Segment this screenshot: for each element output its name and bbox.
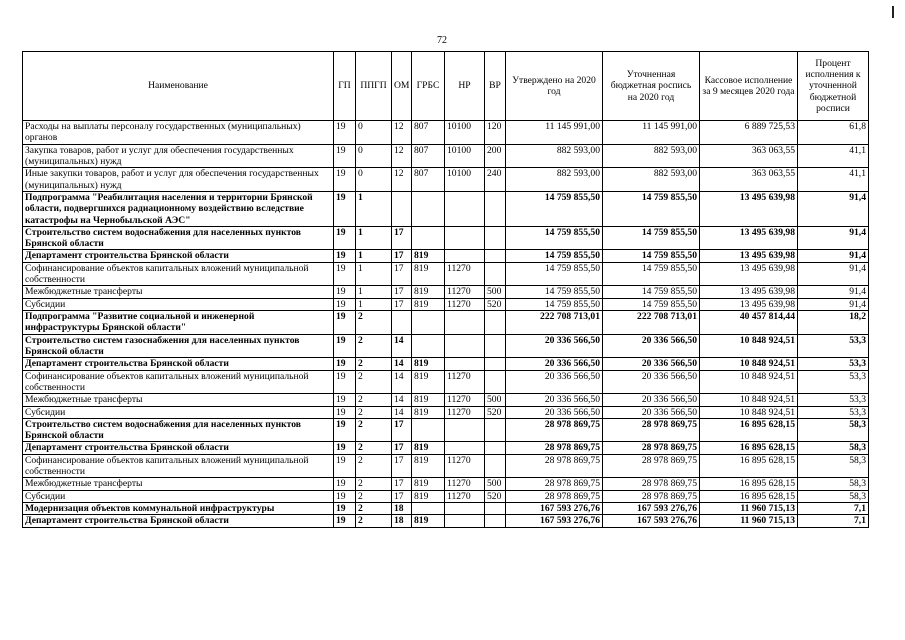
cell-approved: 882 593,00 xyxy=(506,168,603,192)
cell-vr xyxy=(485,358,506,370)
cell-ppgp: 0 xyxy=(356,144,392,168)
header-percent: Процент исполнения к уточненной бюджетной росписи xyxy=(798,52,869,121)
cell-nr: 10100 xyxy=(445,121,485,145)
cell-nr: 11270 xyxy=(445,454,485,478)
cell-name: Департамент строительства Брянской области xyxy=(23,358,334,370)
cell-revised: 20 336 566,50 xyxy=(603,370,700,394)
cell-name: Межбюджетные трансферты xyxy=(23,286,334,298)
cell-percent: 58,3 xyxy=(798,442,869,454)
cell-revised: 28 978 869,75 xyxy=(603,442,700,454)
cell-om: 12 xyxy=(392,144,412,168)
cell-grbs: 819 xyxy=(412,370,445,394)
cell-om xyxy=(392,311,412,335)
cell-nr: 10100 xyxy=(445,144,485,168)
page-number: 72 xyxy=(437,35,447,46)
header-name: Наименование xyxy=(23,52,334,121)
cell-name: Межбюджетные трансферты xyxy=(23,394,334,406)
cell-name: Закупка товаров, работ и услуг для обеспечения государственных (муниципальных) нужд xyxy=(23,144,334,168)
cell-gp: 19 xyxy=(334,334,356,358)
cell-approved: 20 336 566,50 xyxy=(506,394,603,406)
cell-gp: 19 xyxy=(334,226,356,250)
cell-vr xyxy=(485,262,506,286)
cell-nr xyxy=(445,503,485,515)
cell-gp: 19 xyxy=(334,168,356,192)
cell-cash: 363 063,55 xyxy=(700,144,798,168)
cell-gp: 19 xyxy=(334,191,356,226)
cell-grbs: 819 xyxy=(412,515,445,527)
cell-gp: 19 xyxy=(334,370,356,394)
table-row xyxy=(23,250,869,262)
table-row xyxy=(23,370,869,394)
cell-ppgp: 1 xyxy=(356,286,392,298)
cell-grbs xyxy=(412,191,445,226)
cell-approved: 14 759 855,50 xyxy=(506,298,603,310)
cell-grbs: 819 xyxy=(412,406,445,418)
cell-revised: 20 336 566,50 xyxy=(603,334,700,358)
cell-name: Строительство систем водоснабжения для населенных пунктов Брянской области xyxy=(23,418,334,442)
cell-percent: 18,2 xyxy=(798,311,869,335)
header-nr: НР xyxy=(445,52,485,121)
cell-cash: 13 495 639,98 xyxy=(700,191,798,226)
cell-gp: 19 xyxy=(334,406,356,418)
header-grbs: ГРБС xyxy=(412,52,445,121)
cell-nr: 11270 xyxy=(445,406,485,418)
cell-percent: 91,4 xyxy=(798,226,869,250)
cell-cash: 10 848 924,51 xyxy=(700,370,798,394)
cell-om: 17 xyxy=(392,490,412,502)
cell-grbs xyxy=(412,311,445,335)
cell-om xyxy=(392,191,412,226)
cell-revised: 14 759 855,50 xyxy=(603,286,700,298)
cell-grbs: 819 xyxy=(412,262,445,286)
cell-cash: 16 895 628,15 xyxy=(700,490,798,502)
cell-revised: 20 336 566,50 xyxy=(603,406,700,418)
cell-vr xyxy=(485,334,506,358)
cell-revised: 882 593,00 xyxy=(603,144,700,168)
cell-vr xyxy=(485,311,506,335)
cell-grbs: 819 xyxy=(412,298,445,310)
cell-approved: 20 336 566,50 xyxy=(506,334,603,358)
cell-ppgp: 2 xyxy=(356,503,392,515)
cell-nr: 11270 xyxy=(445,478,485,490)
cell-om: 17 xyxy=(392,262,412,286)
cell-percent: 41,1 xyxy=(798,168,869,192)
cell-ppgp: 1 xyxy=(356,262,392,286)
cell-cash: 13 495 639,98 xyxy=(700,262,798,286)
cell-percent: 7,1 xyxy=(798,503,869,515)
cell-vr: 520 xyxy=(485,490,506,502)
cell-approved: 28 978 869,75 xyxy=(506,442,603,454)
cell-cash: 13 495 639,98 xyxy=(700,286,798,298)
cell-name: Департамент строительства Брянской области xyxy=(23,442,334,454)
cell-gp: 19 xyxy=(334,311,356,335)
cell-cash: 40 457 814,44 xyxy=(700,311,798,335)
cell-gp: 19 xyxy=(334,418,356,442)
cell-grbs: 807 xyxy=(412,121,445,145)
cell-grbs xyxy=(412,418,445,442)
cell-name: Субсидии xyxy=(23,406,334,418)
table-row xyxy=(23,358,869,370)
cell-revised: 14 759 855,50 xyxy=(603,298,700,310)
cell-gp: 19 xyxy=(334,144,356,168)
cell-revised: 167 593 276,76 xyxy=(603,515,700,527)
table-row xyxy=(23,286,869,298)
cell-om: 17 xyxy=(392,478,412,490)
budget-execution-table xyxy=(22,51,869,528)
cell-vr xyxy=(485,250,506,262)
cell-ppgp: 2 xyxy=(356,515,392,527)
cell-cash: 10 848 924,51 xyxy=(700,406,798,418)
cell-percent: 58,3 xyxy=(798,418,869,442)
cell-grbs: 819 xyxy=(412,394,445,406)
cell-grbs xyxy=(412,334,445,358)
cell-name: Иные закупки товаров, работ и услуг для обеспечения государственных (муниципальных) нужд xyxy=(23,168,334,192)
cell-om: 18 xyxy=(392,515,412,527)
cell-ppgp: 1 xyxy=(356,191,392,226)
cell-name: Подпрограмма "Реабилитация населения и территории Брянской области, подвергшихся радиационному воздействию вследствие катастрофы на Чернобыльской АЭС" xyxy=(23,191,334,226)
cell-om: 18 xyxy=(392,503,412,515)
cell-nr xyxy=(445,226,485,250)
cell-vr xyxy=(485,191,506,226)
cell-nr xyxy=(445,334,485,358)
cell-om: 17 xyxy=(392,298,412,310)
cell-name: Субсидии xyxy=(23,298,334,310)
cell-revised: 14 759 855,50 xyxy=(603,191,700,226)
cell-approved: 14 759 855,50 xyxy=(506,226,603,250)
cell-om: 14 xyxy=(392,370,412,394)
cell-gp: 19 xyxy=(334,478,356,490)
cell-approved: 28 978 869,75 xyxy=(506,418,603,442)
cell-vr xyxy=(485,442,506,454)
cell-gp: 19 xyxy=(334,286,356,298)
cell-om: 17 xyxy=(392,226,412,250)
cell-vr: 500 xyxy=(485,478,506,490)
cell-om: 12 xyxy=(392,121,412,145)
cell-cash: 10 848 924,51 xyxy=(700,334,798,358)
cell-name: Строительство систем газоснабжения для населенных пунктов Брянской области xyxy=(23,334,334,358)
table-row xyxy=(23,418,869,442)
cell-cash: 13 495 639,98 xyxy=(700,226,798,250)
cell-approved: 14 759 855,50 xyxy=(506,191,603,226)
header-gp: ГП xyxy=(334,52,356,121)
cell-nr xyxy=(445,250,485,262)
cell-grbs: 819 xyxy=(412,478,445,490)
cell-percent: 91,4 xyxy=(798,298,869,310)
cell-percent: 53,3 xyxy=(798,406,869,418)
cell-revised: 14 759 855,50 xyxy=(603,250,700,262)
cell-gp: 19 xyxy=(334,503,356,515)
cell-cash: 10 848 924,51 xyxy=(700,358,798,370)
table-row xyxy=(23,298,869,310)
cell-gp: 19 xyxy=(334,298,356,310)
cell-om: 14 xyxy=(392,394,412,406)
table-row xyxy=(23,262,869,286)
header-ppgp: ППГП xyxy=(356,52,392,121)
cell-nr xyxy=(445,442,485,454)
cell-approved: 28 978 869,75 xyxy=(506,490,603,502)
cell-vr xyxy=(485,418,506,442)
cell-grbs: 819 xyxy=(412,286,445,298)
cell-om: 17 xyxy=(392,250,412,262)
cell-cash: 16 895 628,15 xyxy=(700,478,798,490)
cell-percent: 91,4 xyxy=(798,191,869,226)
cell-ppgp: 2 xyxy=(356,358,392,370)
cell-cash: 11 960 715,13 xyxy=(700,515,798,527)
cell-nr: 11270 xyxy=(445,286,485,298)
cell-grbs: 819 xyxy=(412,250,445,262)
table-row xyxy=(23,478,869,490)
cell-name: Межбюджетные трансферты xyxy=(23,478,334,490)
cell-cash: 16 895 628,15 xyxy=(700,454,798,478)
cell-nr xyxy=(445,358,485,370)
cell-nr: 11270 xyxy=(445,394,485,406)
cell-name: Департамент строительства Брянской области xyxy=(23,250,334,262)
cell-nr xyxy=(445,311,485,335)
header-revised: Уточненная бюджетная роспись на 2020 год xyxy=(603,52,700,121)
cell-cash: 16 895 628,15 xyxy=(700,418,798,442)
cell-gp: 19 xyxy=(334,358,356,370)
cell-ppgp: 2 xyxy=(356,490,392,502)
cell-percent: 53,3 xyxy=(798,370,869,394)
cell-percent: 41,1 xyxy=(798,144,869,168)
cell-revised: 167 593 276,76 xyxy=(603,503,700,515)
cell-om: 12 xyxy=(392,168,412,192)
cell-gp: 19 xyxy=(334,250,356,262)
cell-name: Модернизация объектов коммунальной инфраструктуры xyxy=(23,503,334,515)
cell-om: 17 xyxy=(392,286,412,298)
cell-cash: 10 848 924,51 xyxy=(700,394,798,406)
cell-revised: 14 759 855,50 xyxy=(603,226,700,250)
cell-gp: 19 xyxy=(334,454,356,478)
cell-grbs: 819 xyxy=(412,442,445,454)
cell-ppgp: 2 xyxy=(356,394,392,406)
cell-ppgp: 0 xyxy=(356,168,392,192)
cell-percent: 61,8 xyxy=(798,121,869,145)
table-row xyxy=(23,406,869,418)
cell-approved: 28 978 869,75 xyxy=(506,478,603,490)
cell-gp: 19 xyxy=(334,121,356,145)
cell-vr: 520 xyxy=(485,406,506,418)
table-row xyxy=(23,394,869,406)
cell-ppgp: 2 xyxy=(356,418,392,442)
cell-revised: 222 708 713,01 xyxy=(603,311,700,335)
cell-percent: 53,3 xyxy=(798,394,869,406)
cell-nr xyxy=(445,191,485,226)
cell-grbs xyxy=(412,503,445,515)
cell-percent: 53,3 xyxy=(798,358,869,370)
cell-name: Софинансирование объектов капитальных вложений муниципальной собственности xyxy=(23,370,334,394)
table-row xyxy=(23,334,869,358)
cell-percent: 91,4 xyxy=(798,262,869,286)
scan-edge-mark xyxy=(892,6,894,18)
cell-vr xyxy=(485,226,506,250)
table-row xyxy=(23,503,869,515)
cell-vr: 520 xyxy=(485,298,506,310)
cell-revised: 14 759 855,50 xyxy=(603,262,700,286)
cell-name: Строительство систем водоснабжения для населенных пунктов Брянской области xyxy=(23,226,334,250)
cell-nr: 10100 xyxy=(445,168,485,192)
cell-ppgp: 1 xyxy=(356,226,392,250)
table-body xyxy=(23,121,869,528)
cell-om: 14 xyxy=(392,406,412,418)
table-row xyxy=(23,311,869,335)
cell-nr xyxy=(445,418,485,442)
table-row xyxy=(23,121,869,145)
cell-om: 17 xyxy=(392,454,412,478)
cell-percent: 7,1 xyxy=(798,515,869,527)
cell-name: Софинансирование объектов капитальных вложений муниципальной собственности xyxy=(23,454,334,478)
cell-ppgp: 2 xyxy=(356,406,392,418)
cell-percent: 58,3 xyxy=(798,454,869,478)
cell-cash: 6 889 725,53 xyxy=(700,121,798,145)
cell-ppgp: 2 xyxy=(356,370,392,394)
cell-percent: 58,3 xyxy=(798,490,869,502)
cell-vr: 500 xyxy=(485,286,506,298)
cell-cash: 13 495 639,98 xyxy=(700,250,798,262)
cell-vr xyxy=(485,454,506,478)
cell-percent: 91,4 xyxy=(798,250,869,262)
table-row xyxy=(23,442,869,454)
cell-name: Подпрограмма "Развитие социальной и инженерной инфраструктуры Брянской области" xyxy=(23,311,334,335)
cell-approved: 14 759 855,50 xyxy=(506,250,603,262)
cell-approved: 167 593 276,76 xyxy=(506,503,603,515)
cell-approved: 28 978 869,75 xyxy=(506,454,603,478)
cell-om: 17 xyxy=(392,418,412,442)
cell-nr: 11270 xyxy=(445,490,485,502)
cell-revised: 20 336 566,50 xyxy=(603,394,700,406)
cell-name: Софинансирование объектов капитальных вложений муниципальной собственности xyxy=(23,262,334,286)
cell-percent: 91,4 xyxy=(798,286,869,298)
cell-approved: 11 145 991,00 xyxy=(506,121,603,145)
cell-cash: 11 960 715,13 xyxy=(700,503,798,515)
cell-vr: 500 xyxy=(485,394,506,406)
cell-approved: 882 593,00 xyxy=(506,144,603,168)
cell-ppgp: 1 xyxy=(356,298,392,310)
cell-approved: 20 336 566,50 xyxy=(506,358,603,370)
table-row xyxy=(23,191,869,226)
cell-ppgp: 2 xyxy=(356,478,392,490)
cell-grbs: 807 xyxy=(412,168,445,192)
cell-approved: 167 593 276,76 xyxy=(506,515,603,527)
cell-grbs: 819 xyxy=(412,358,445,370)
cell-vr: 120 xyxy=(485,121,506,145)
header-vr: ВР xyxy=(485,52,506,121)
cell-revised: 28 978 869,75 xyxy=(603,454,700,478)
cell-approved: 14 759 855,50 xyxy=(506,286,603,298)
cell-gp: 19 xyxy=(334,515,356,527)
cell-cash: 13 495 639,98 xyxy=(700,298,798,310)
cell-vr xyxy=(485,515,506,527)
header-cash: Кассовое исполнение за 9 месяцев 2020 года xyxy=(700,52,798,121)
cell-revised: 28 978 869,75 xyxy=(603,490,700,502)
cell-cash: 16 895 628,15 xyxy=(700,442,798,454)
cell-nr: 11270 xyxy=(445,370,485,394)
cell-gp: 19 xyxy=(334,394,356,406)
cell-nr xyxy=(445,515,485,527)
cell-percent: 53,3 xyxy=(798,334,869,358)
cell-approved: 20 336 566,50 xyxy=(506,370,603,394)
cell-ppgp: 0 xyxy=(356,121,392,145)
cell-grbs xyxy=(412,226,445,250)
table-row xyxy=(23,226,869,250)
cell-revised: 11 145 991,00 xyxy=(603,121,700,145)
cell-ppgp: 2 xyxy=(356,311,392,335)
cell-om: 14 xyxy=(392,334,412,358)
cell-revised: 28 978 869,75 xyxy=(603,418,700,442)
cell-ppgp: 1 xyxy=(356,250,392,262)
cell-name: Департамент строительства Брянской области xyxy=(23,515,334,527)
header-om: ОМ xyxy=(392,52,412,121)
cell-vr xyxy=(485,503,506,515)
cell-grbs: 819 xyxy=(412,454,445,478)
cell-name: Субсидии xyxy=(23,490,334,502)
cell-approved: 14 759 855,50 xyxy=(506,262,603,286)
cell-om: 14 xyxy=(392,358,412,370)
cell-vr: 240 xyxy=(485,168,506,192)
table-row xyxy=(23,168,869,192)
header-approved: Утверждено на 2020 год xyxy=(506,52,603,121)
cell-name: Расходы на выплаты персоналу государственных (муниципальных) органов xyxy=(23,121,334,145)
cell-gp: 19 xyxy=(334,442,356,454)
cell-gp: 19 xyxy=(334,490,356,502)
table-header-row xyxy=(23,52,869,121)
cell-ppgp: 2 xyxy=(356,334,392,358)
cell-om: 17 xyxy=(392,442,412,454)
cell-revised: 28 978 869,75 xyxy=(603,478,700,490)
cell-vr: 200 xyxy=(485,144,506,168)
cell-approved: 20 336 566,50 xyxy=(506,406,603,418)
cell-nr: 11270 xyxy=(445,298,485,310)
cell-gp: 19 xyxy=(334,262,356,286)
cell-ppgp: 2 xyxy=(356,454,392,478)
cell-revised: 882 593,00 xyxy=(603,168,700,192)
table-row xyxy=(23,490,869,502)
table-row xyxy=(23,454,869,478)
cell-vr xyxy=(485,370,506,394)
cell-approved: 222 708 713,01 xyxy=(506,311,603,335)
table-row xyxy=(23,144,869,168)
cell-revised: 20 336 566,50 xyxy=(603,358,700,370)
table-row xyxy=(23,515,869,527)
cell-ppgp: 2 xyxy=(356,442,392,454)
cell-grbs: 807 xyxy=(412,144,445,168)
cell-cash: 363 063,55 xyxy=(700,168,798,192)
cell-grbs: 819 xyxy=(412,490,445,502)
cell-nr: 11270 xyxy=(445,262,485,286)
cell-percent: 58,3 xyxy=(798,478,869,490)
